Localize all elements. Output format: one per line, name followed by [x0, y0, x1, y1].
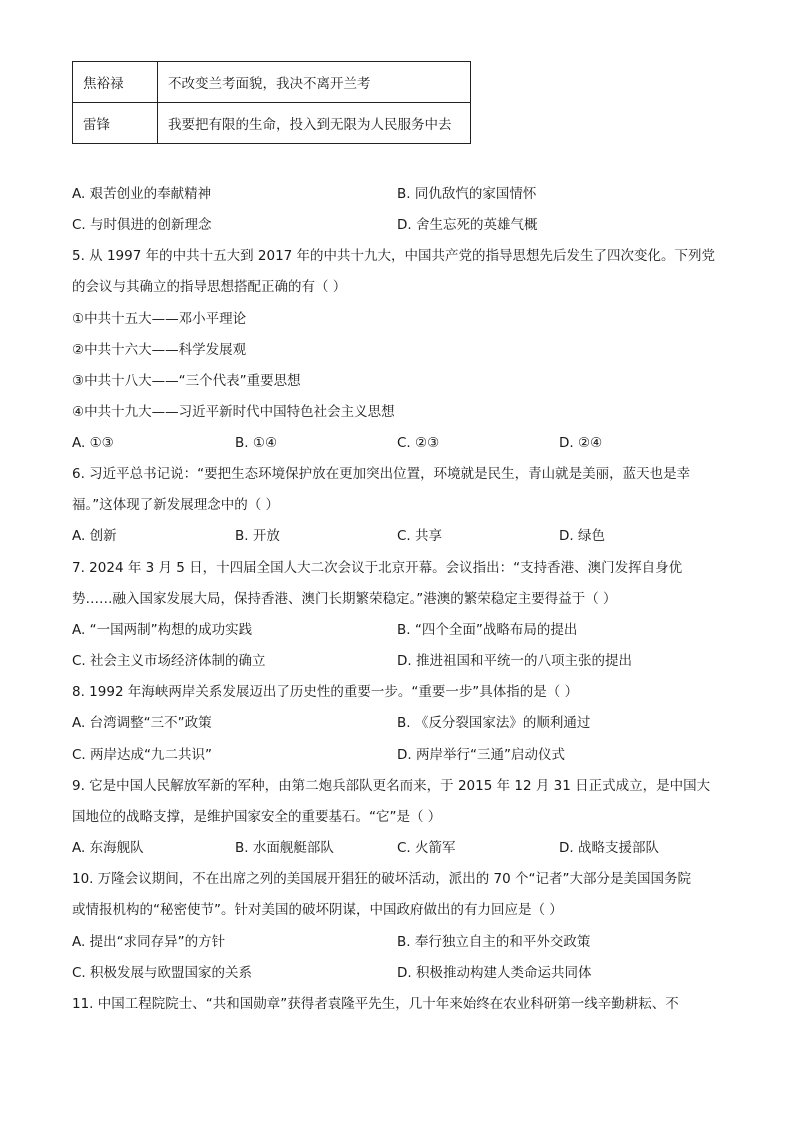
q5-stem-line2: 的会议与其确立的指导思想搭配正确的有（ ） [72, 279, 347, 295]
q10-option-a[interactable]: A. 提出“求同存异”的方针 [72, 934, 226, 950]
q6-option-b[interactable]: B. 开放 [235, 528, 280, 544]
q8-option-a[interactable]: A. 台湾调整“三不”政策 [72, 715, 212, 731]
q8-option-b[interactable]: B. 《反分裂国家法》的顺利通过 [397, 715, 591, 731]
q9-option-a[interactable]: A. 东海舰队 [72, 840, 144, 856]
table-row [73, 103, 471, 144]
q10-option-c[interactable]: C. 积极发展与欧盟国家的关系 [72, 965, 253, 981]
q7-option-a[interactable]: A. “一国两制”构想的成功实践 [72, 622, 253, 638]
q5-item-2: ②中共十六大——科学发展观 [72, 342, 247, 358]
q6-stem-line2: 福。”这体现了新发展理念中的（ ） [72, 497, 280, 513]
q6-stem-line1: 6. 习近平总书记说：“要把生态环境保护放在更加突出位置，环境就是民生，青山就是美丽，蓝天也是幸 [72, 466, 691, 482]
q9-option-b[interactable]: B. 水面舰艇部队 [235, 840, 334, 856]
table-cell-name: 焦裕禄 [73, 62, 158, 103]
q9-option-d[interactable]: D. 战略支援部队 [559, 840, 659, 856]
q5-item-3: ③中共十八大——“三个代表”重要思想 [72, 373, 301, 389]
q7-stem-line1: 7. 2024 年 3 月 5 日，十四届全国人大二次会议于北京开幕。会议指出：“支持香港、澳门发挥自身优 [72, 560, 683, 576]
q10-stem-line2: 或情报机构的“秘密使节”。针对美国的破坏阴谋，中国政府做出的有力回应是（ ） [72, 902, 563, 918]
q5-item-4: ④中共十九大——习近平新时代中国特色社会主义思想 [72, 404, 395, 420]
q9-stem-line2: 国地位的战略支撑，是维护国家安全的重要基石。“它”是（ ） [72, 809, 442, 825]
table-cell-quote: 我要把有限的生命，投入到无限为人民服务中去 [158, 103, 471, 144]
q11-stem-line1: 11. 中国工程院院士、“共和国勋章”获得者袁隆平先生，几十年来始终在农业科研第一线辛勤耕耘、不 [72, 996, 679, 1012]
q8-option-d[interactable]: D. 两岸举行“三通”启动仪式 [397, 747, 565, 763]
q6-option-a[interactable]: A. 创新 [72, 528, 117, 544]
q6-option-d[interactable]: D. 绿色 [559, 528, 605, 544]
q10-option-d[interactable]: D. 积极推动构建人类命运共同体 [397, 965, 592, 981]
table-cell-name: 雷锋 [73, 103, 158, 144]
q4-option-b[interactable]: B. 同仇敌忾的家国情怀 [397, 186, 537, 202]
q6-option-c[interactable]: C. 共享 [397, 528, 443, 544]
q8-stem-line1: 8. 1992 年海峡两岸关系发展迈出了历史性的重要一步。“重要一步”具体指的是（ ） [72, 684, 579, 700]
q5-option-b[interactable]: B. ①④ [235, 435, 278, 451]
quote-table [72, 61, 471, 144]
q7-option-c[interactable]: C. 社会主义市场经济体制的确立 [72, 653, 266, 669]
q7-option-d[interactable]: D. 推进祖国和平统一的八项主张的提出 [397, 653, 632, 669]
q7-stem-line2: 势……融入国家发展大局，保持香港、澳门长期繁荣稳定。”港澳的繁荣稳定主要得益于（ ） [72, 591, 617, 607]
q5-option-d[interactable]: D. ②④ [559, 435, 603, 451]
q7-option-b[interactable]: B. “四个全面”战略布局的提出 [397, 622, 578, 638]
q8-option-c[interactable]: C. 两岸达成“九二共识” [72, 747, 212, 763]
q5-stem-line1: 5. 从 1997 年的中共十五大到 2017 年的中共十九大，中国共产党的指导思想先后发生了四次变化。下列党 [72, 248, 716, 264]
q10-option-b[interactable]: B. 奉行独立自主的和平外交政策 [397, 934, 591, 950]
q9-stem-line1: 9. 它是中国人民解放军新的军种，由第二炮兵部队更名而来，于 2015 年 12 月 31 日正式成立，是中国大 [72, 778, 711, 794]
q4-option-c[interactable]: C. 与时俱进的创新理念 [72, 217, 212, 233]
table-cell-quote: 不改变兰考面貌，我决不离开兰考 [158, 62, 471, 103]
table-row [73, 62, 471, 103]
q4-option-d[interactable]: D. 舍生忘死的英雄气概 [397, 217, 538, 233]
q5-item-1: ①中共十五大——邓小平理论 [72, 311, 247, 327]
q4-option-a[interactable]: A. 艰苦创业的奉献精神 [72, 186, 212, 202]
q9-option-c[interactable]: C. 火箭军 [397, 840, 456, 856]
q5-option-c[interactable]: C. ②③ [397, 435, 440, 451]
q10-stem-line1: 10. 万隆会议期间，不在出席之列的美国展开猖狂的破坏活动，派出的 70 个“记者”大部分是美国国务院 [72, 871, 692, 887]
q5-option-a[interactable]: A. ①③ [72, 435, 114, 451]
